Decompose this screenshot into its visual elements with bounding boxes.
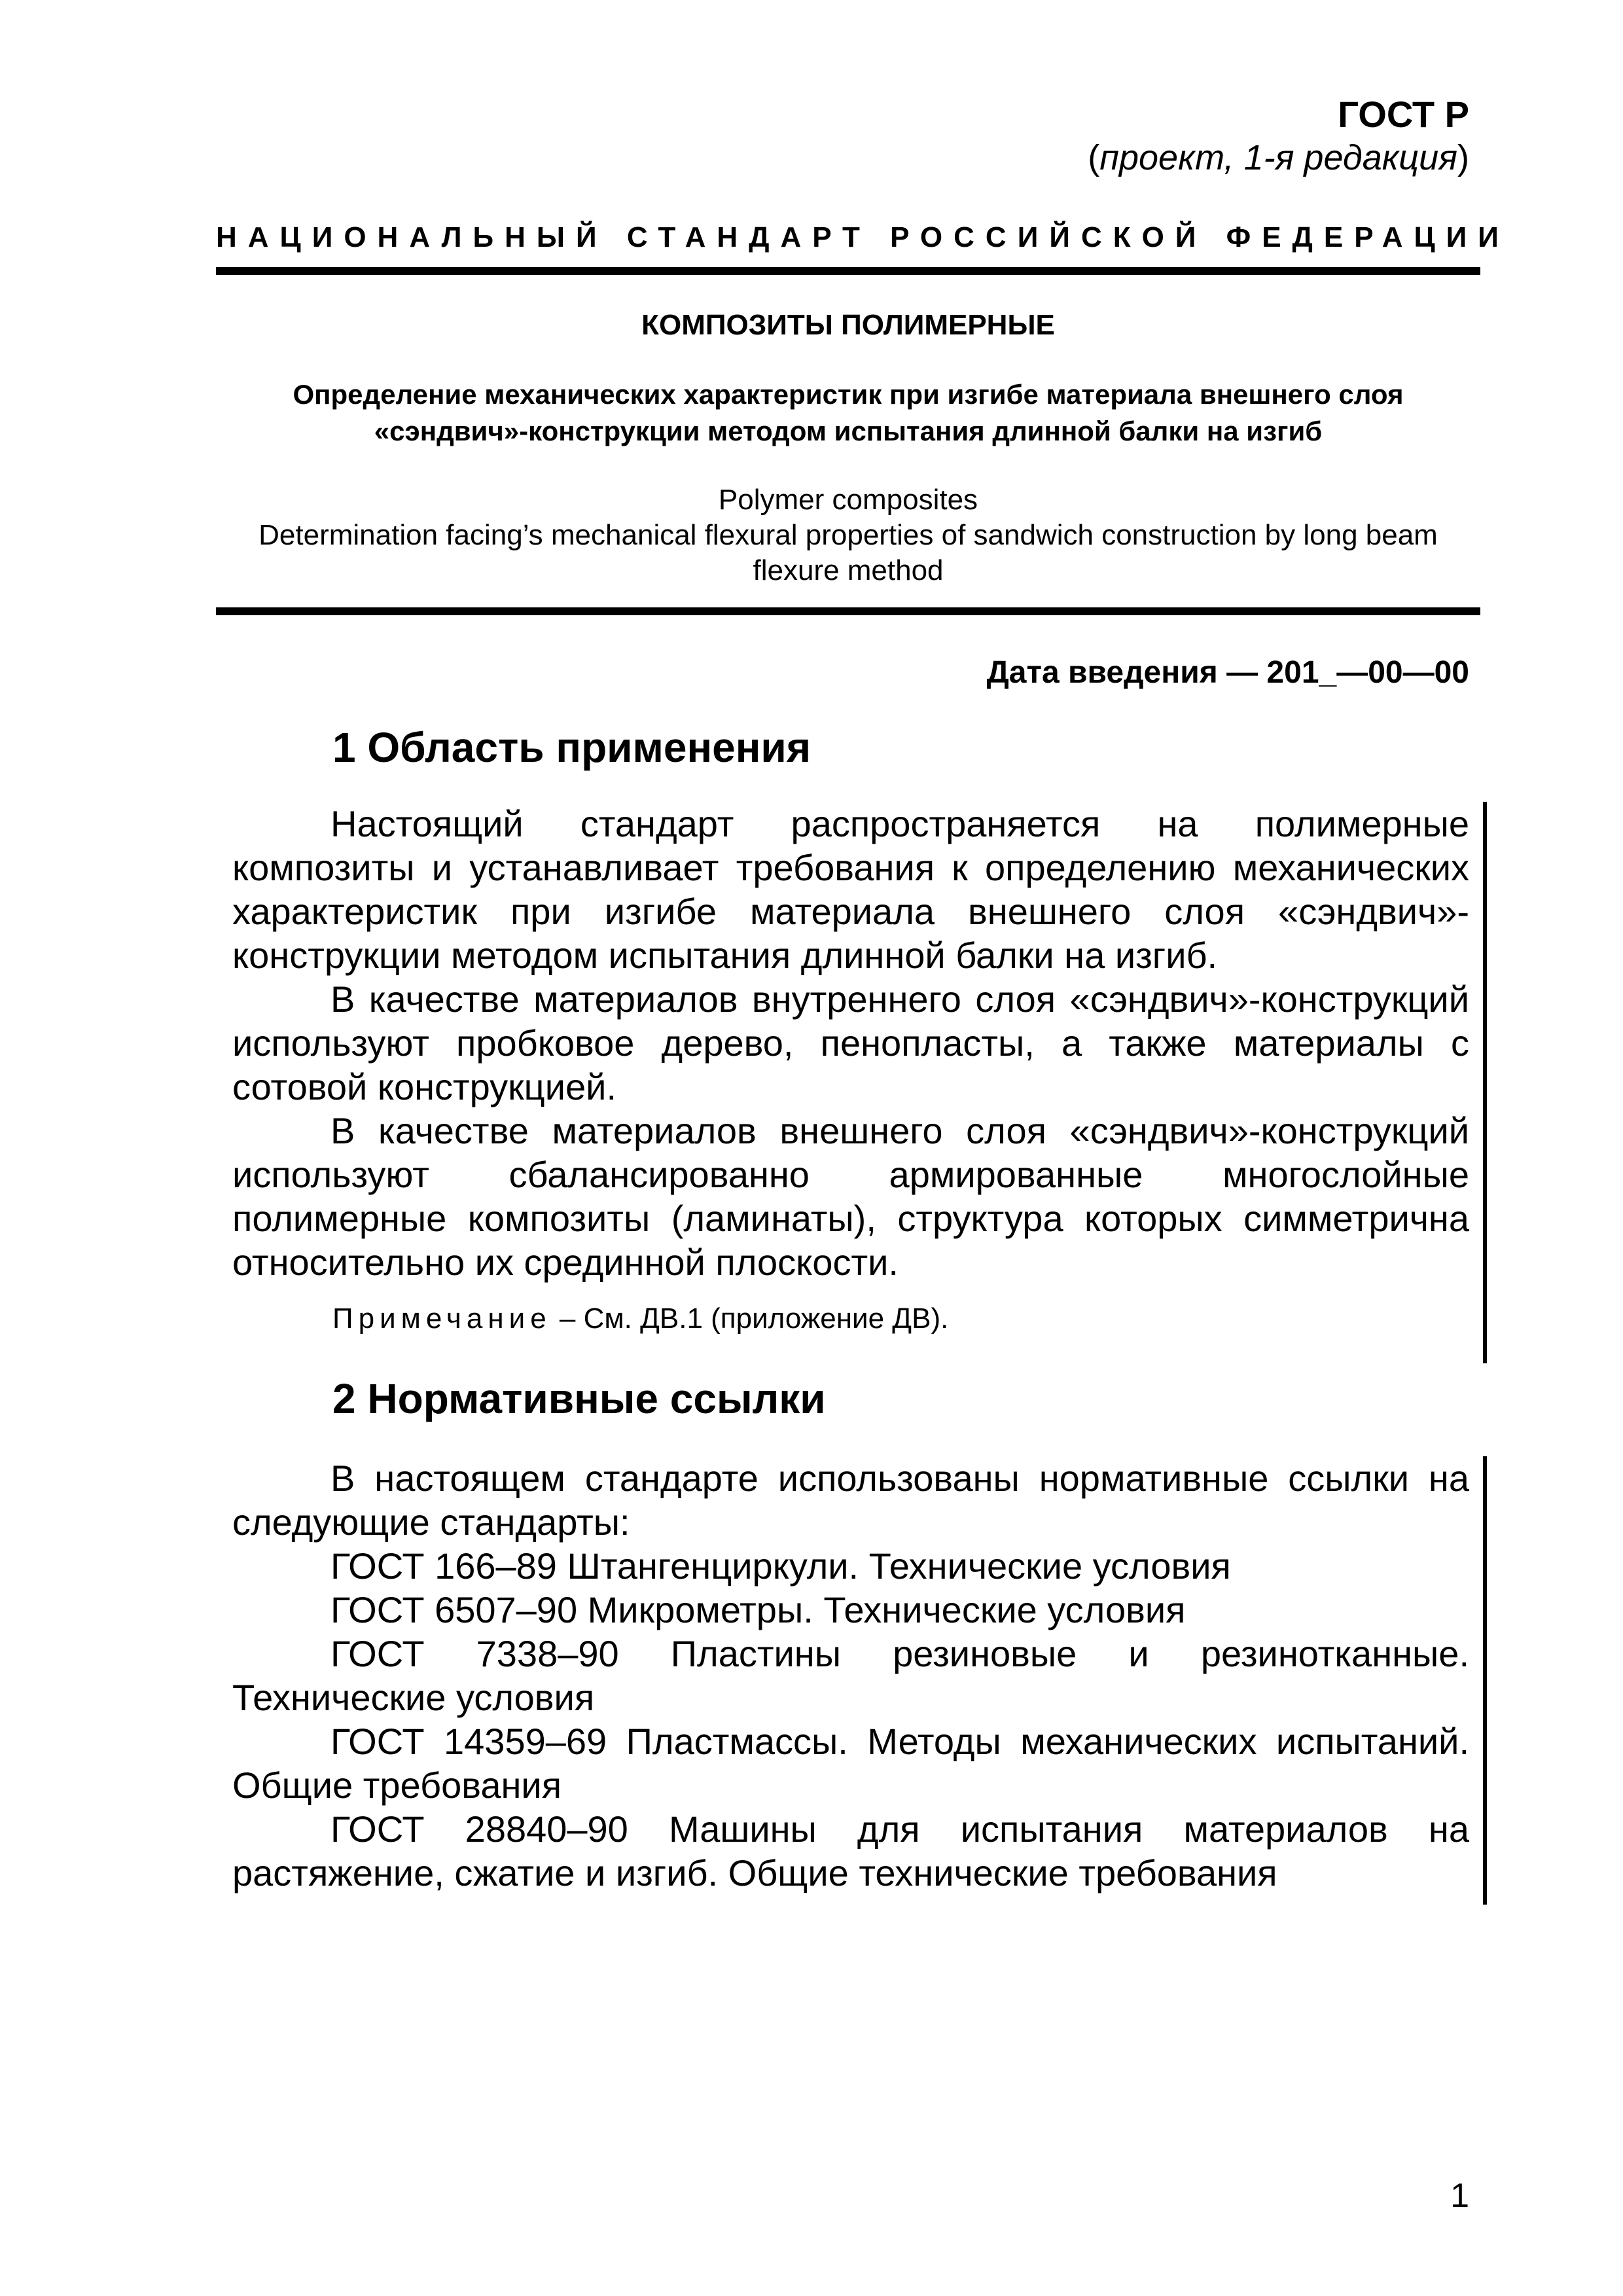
gost-code: ГОСТ Р	[1338, 94, 1469, 135]
paragraph: В настоящем стандарте использованы нормативные ссылки на следующие стандарты:	[232, 1458, 1469, 1543]
change-bar	[1483, 1456, 1487, 1905]
edition-text: проект, 1-я редакция	[1099, 138, 1458, 177]
paragraph: В качестве материалов внутреннего слоя «сэндвич»-конструкций используют пробковое дерево, пенопласты, а также материалы с сотовой конструкцией.	[232, 978, 1469, 1107]
change-bar	[1483, 802, 1487, 1363]
reference-item: ГОСТ 14359–69 Пластмассы. Методы механических испытаний. Общие требования	[232, 1721, 1469, 1806]
reference-item: ГОСТ 28840–90 Машины для испытания материалов на растяжение, сжатие и изгиб. Общие технические требования	[232, 1808, 1469, 1893]
bottom-rule	[216, 607, 1480, 615]
edition-label	[1088, 137, 1469, 178]
reference-item: ГОСТ 6507–90 Микрометры. Технические условия	[330, 1589, 1186, 1630]
section-heading: 1 Область применения	[332, 724, 812, 771]
edition-open: (	[1088, 138, 1100, 177]
note-label: Примечание	[332, 1302, 552, 1335]
note-text: – См. ДВ.1 (приложение ДВ).	[551, 1302, 949, 1335]
national-standard-title: НАЦИОНАЛЬНЫЙ СТАНДАРТ РОССИЙСКОЙ ФЕДЕРАЦИИ	[216, 221, 1510, 253]
english-title-line: Determination facing’s mechanical flexural properties of sandwich construction by long beam	[259, 519, 1438, 551]
subtitle-line: Определение механических характеристик при изгибе материала внешнего слоя	[293, 379, 1404, 410]
paragraph: В качестве материалов внешнего слоя «сэндвич»-конструкций используют сбалансированно армированные многослойные полимерные композиты (ламинаты), структура которых симметрична относительно их срединной плоскости.	[232, 1110, 1469, 1283]
english-title	[216, 482, 1480, 588]
english-title-line: Polymer composites	[718, 484, 978, 516]
top-rule	[216, 267, 1480, 275]
paragraph: Настоящий стандарт распространяется на полимерные композиты и устанавливает требования к определению механических характеристик при изгибе материала внешнего слоя «сэндвич»-конструкции методом испытания длинной балки на изгиб.	[232, 803, 1469, 976]
page-number: 1	[1450, 2177, 1469, 2215]
subtitle-line: «сэндвич»-конструкции методом испытания длинной балки на изгиб	[374, 416, 1323, 446]
edition-close: )	[1457, 138, 1469, 177]
document-subtitle	[216, 376, 1480, 450]
reference-item: ГОСТ 7338–90 Пластины резиновые и резинотканные. Технические условия	[232, 1633, 1469, 1718]
document-title: КОМПОЗИТЫ ПОЛИМЕРНЫЕ	[641, 309, 1055, 341]
section-heading: 2 Нормативные ссылки	[332, 1375, 826, 1422]
introduction-date: Дата введения — 201_—00—00	[986, 655, 1469, 690]
reference-item: ГОСТ 166–89 Штангенциркули. Технические условия	[330, 1545, 1231, 1587]
note	[332, 1302, 948, 1335]
english-title-line: flexure method	[753, 554, 944, 586]
